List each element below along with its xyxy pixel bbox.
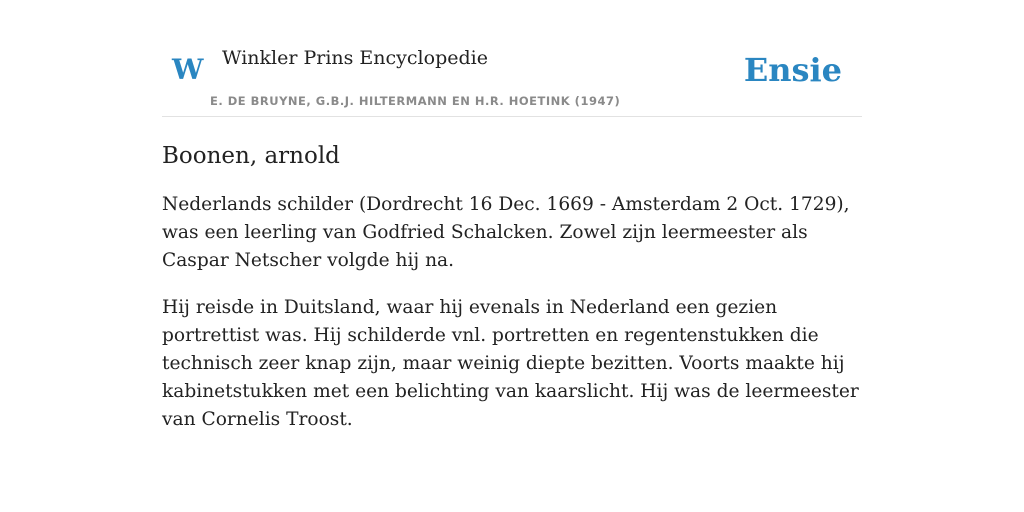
source-authors: E. DE BRUYNE, G.B.J. HILTERMANN EN H.R. HOETINK (1947) [210,94,621,108]
article-paragraph: Hij reisde in Duitsland, waar hij evenals in Nederland een gezien portrettist was. Hij schilderde vnl. portretten en regentenstukken die technisch zeer knap zijn, maar weinig diepte bezitten. Voorts maakte hij kabinetstukken met een belichting van kaarslicht. Hij was de leermeester van Cornelis Troost. [162,297,859,430]
source-title[interactable]: Winkler Prins Encyclopedie [222,47,488,69]
ensie-logo[interactable]: Ensie [743,51,842,89]
article-title: Boonen, arnold [162,143,340,169]
winkler-prins-logo[interactable]: W [172,53,204,86]
page-container [162,0,862,434]
source-header [162,0,862,117]
article-paragraph: Nederlands schilder (Dordrecht 16 Dec. 1669 - Amsterdam 2 Oct. 1729), was een leerling van Godfried Schalcken. Zowel zijn leermeester als Caspar Netscher volgde hij na. [162,194,850,271]
